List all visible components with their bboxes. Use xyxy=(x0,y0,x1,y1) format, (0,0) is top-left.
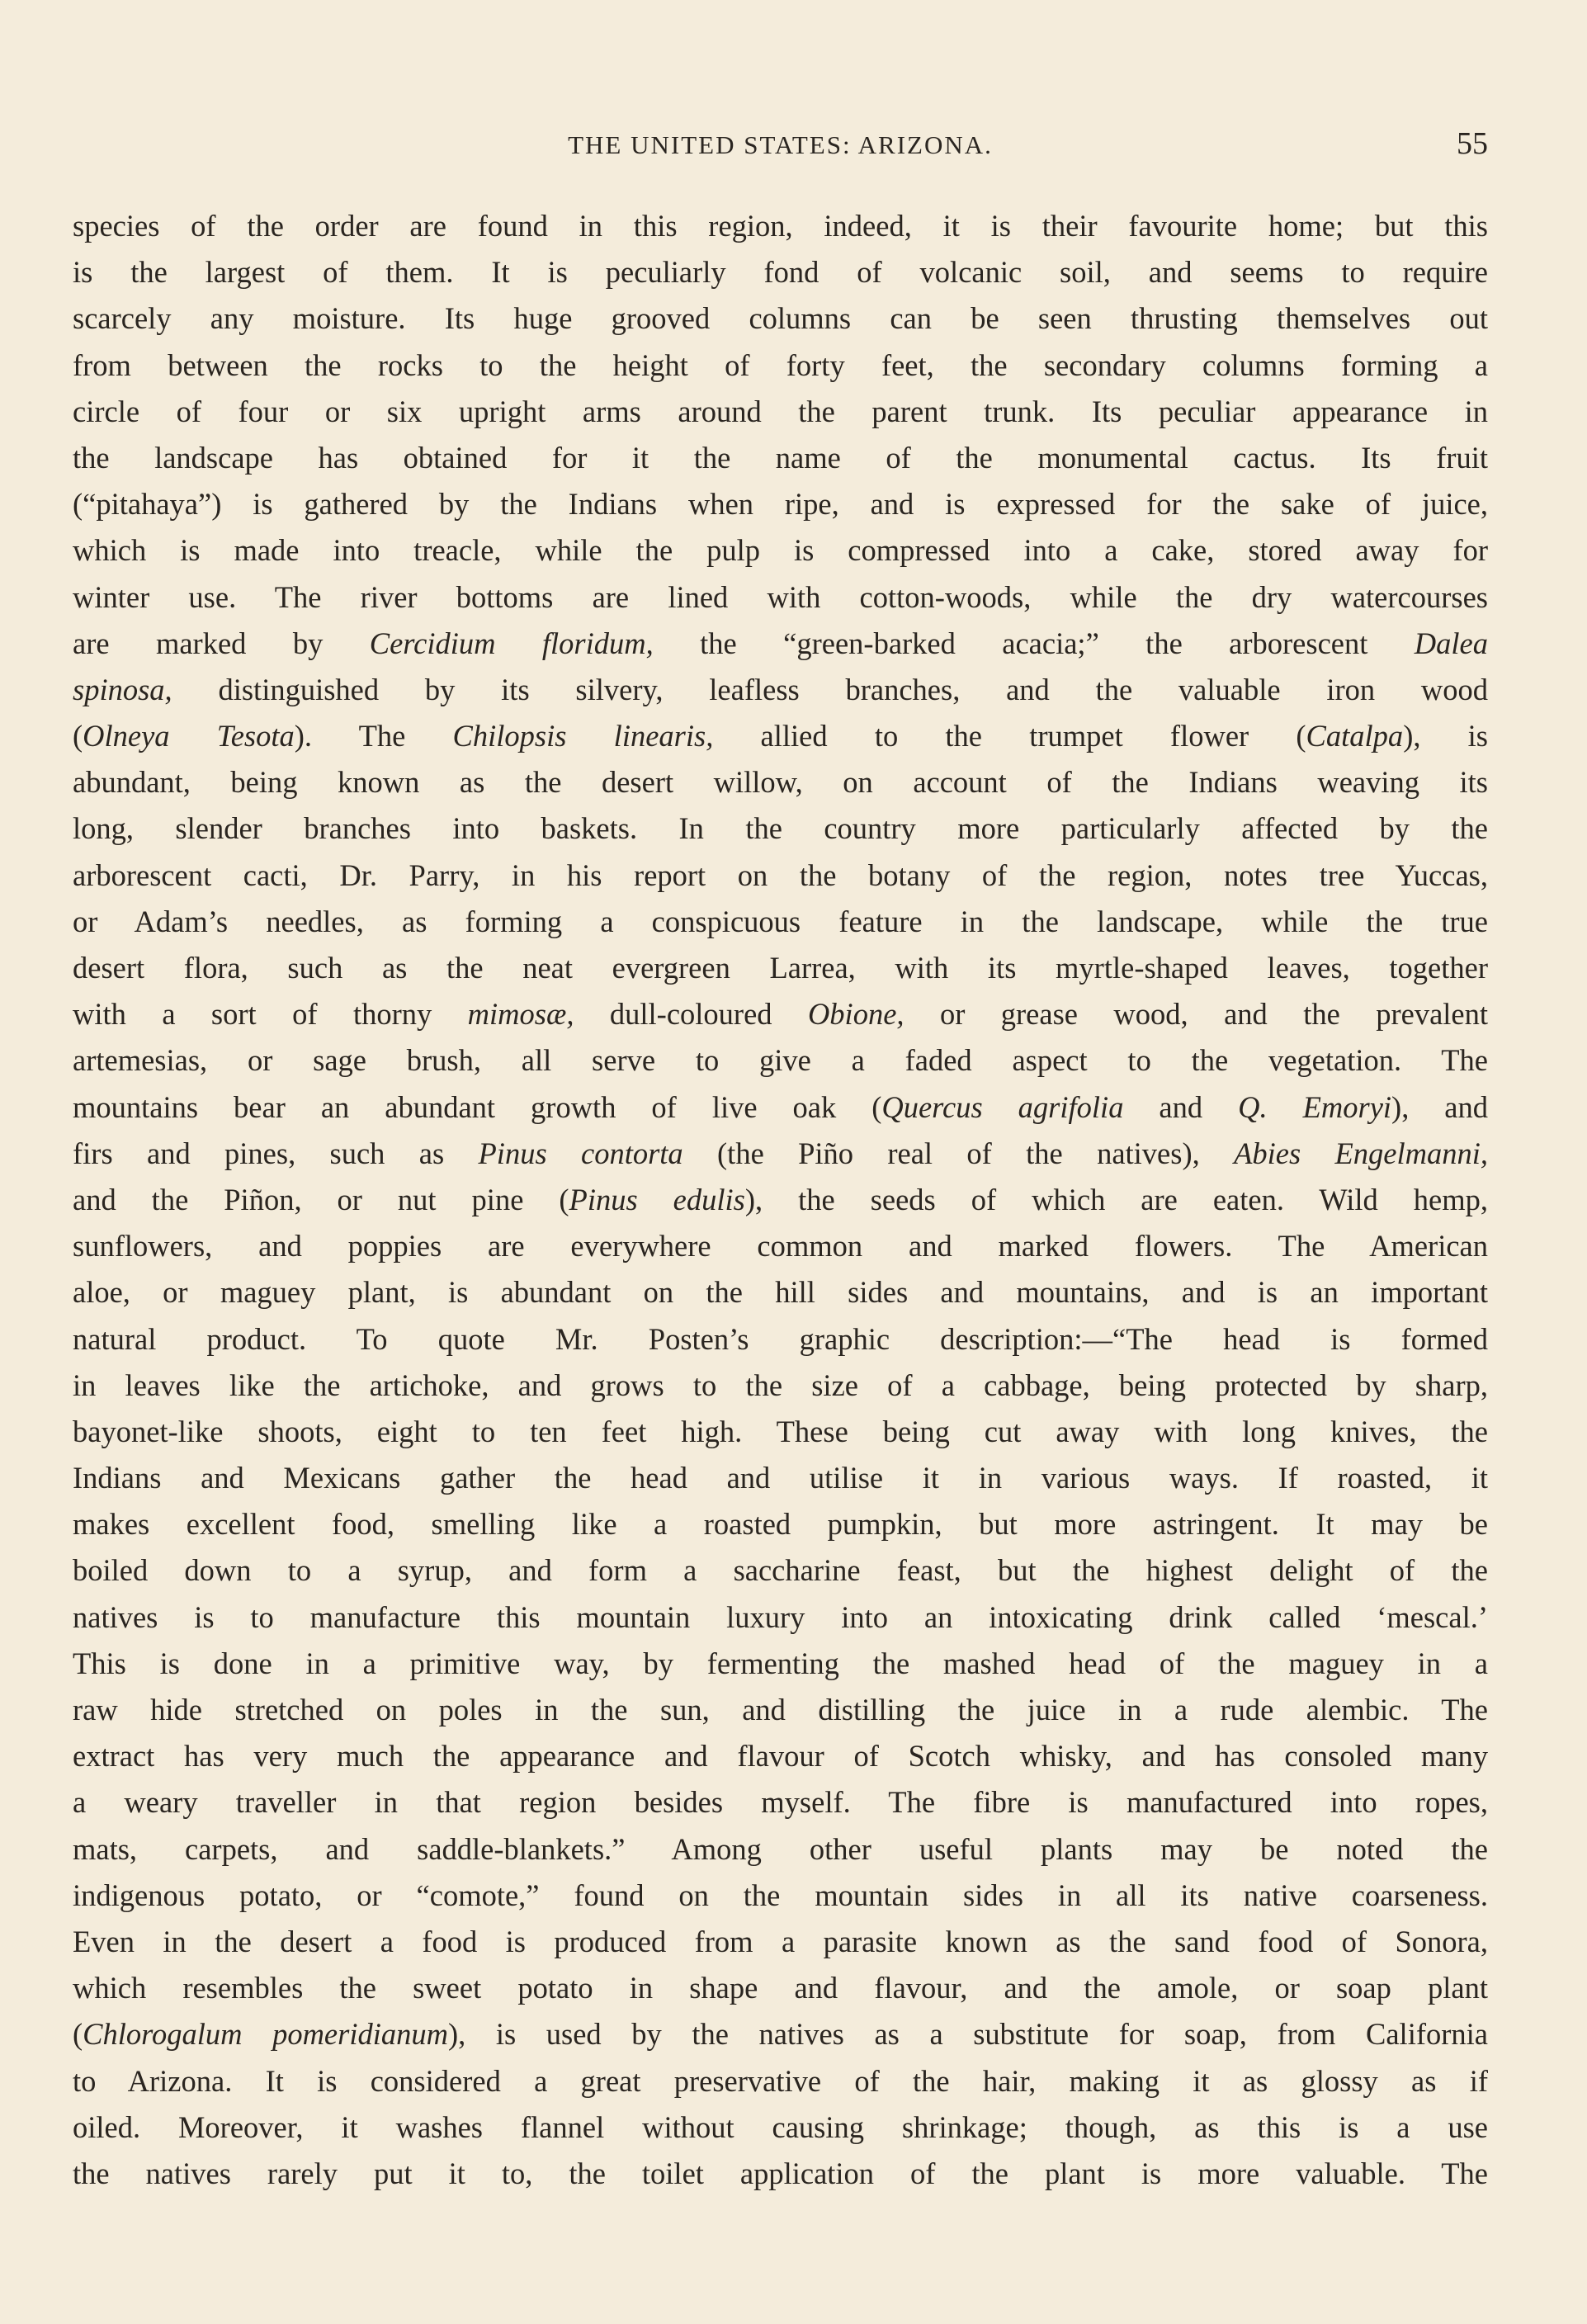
text-run: the landscape has obtained for it the name of the monumental cactus. Its fruit xyxy=(73,440,1488,475)
text-line xyxy=(73,805,1488,852)
text-run: distinguished by its silvery, leafless branches, and the valuable iron wood xyxy=(172,672,1488,706)
italic-text-run: spinosa, xyxy=(73,672,172,706)
text-line xyxy=(73,2151,1488,2197)
text-line xyxy=(73,1965,1488,2011)
text-line xyxy=(73,1316,1488,1363)
text-run: ). The xyxy=(294,719,453,753)
body-text xyxy=(73,203,1488,2197)
italic-text-run: Obione, xyxy=(807,997,904,1032)
italic-text-run: Abies Engelmanni, xyxy=(1234,1136,1488,1170)
text-run: abundant, being known as the desert willow, on account of the Indians weaving its xyxy=(73,765,1488,800)
text-run: natural product. To quote Mr. Posten’s graphic description:—“The head is formed xyxy=(73,1321,1488,1356)
text-run: species of the order are found in this region, indeed, it is their favourite home; but this xyxy=(73,209,1488,243)
text-run: ), is used by the natives as a substitute for soap, from California xyxy=(447,2017,1488,2052)
text-line xyxy=(73,899,1488,945)
text-run: are marked by xyxy=(73,626,370,660)
text-run: arborescent cacti, Dr. Parry, in his report on the botany of the region, notes tree Yuccas, xyxy=(73,857,1488,892)
text-run: dull-coloured xyxy=(574,997,808,1032)
italic-text-run: Cercidium floridum, xyxy=(369,626,654,660)
page-number: 55 xyxy=(1457,126,1488,161)
text-run: ), is xyxy=(1403,719,1488,753)
text-run: Even in the desert a food is produced from a parasite known as the sand food of Sonora, xyxy=(73,1924,1488,1958)
text-run: indigenous potato, or “comote,” found on the mountain sides in all its native coarseness. xyxy=(73,1878,1488,1912)
text-run: (the Piño real of the natives), xyxy=(683,1136,1235,1170)
text-line xyxy=(73,991,1488,1037)
text-run: with a sort of thorny xyxy=(73,997,468,1032)
text-run: winter use. The river bottoms are lined with cotton-woods, while the dry watercourses xyxy=(73,579,1488,614)
text-line xyxy=(73,1409,1488,1455)
text-run: firs and pines, such as xyxy=(73,1136,479,1170)
text-run: is the largest of them. It is peculiarly fond of volcanic soil, and seems to require xyxy=(73,255,1488,290)
text-run: ( xyxy=(73,719,83,753)
text-run: This is done in a primitive way, by fermenting the mashed head of the maguey in a xyxy=(73,1646,1488,1680)
text-line xyxy=(73,249,1488,295)
text-line xyxy=(73,1501,1488,1547)
text-run: the natives rarely put it to, the toilet application of the plant is more valuable. The xyxy=(73,2156,1488,2190)
text-line xyxy=(73,1873,1488,1919)
text-run: and the Piñon, or nut pine ( xyxy=(73,1182,569,1216)
text-run: or grease wood, and the prevalent xyxy=(904,997,1488,1032)
text-run: the “green-barked acacia;” the arborescent xyxy=(653,626,1415,660)
text-run: Indians and Mexicans gather the head and utilise it in various ways. If roasted, it xyxy=(73,1461,1488,1495)
text-run: natives is to manufacture this mountain luxury into an intoxicating drink called ‘mescal.’ xyxy=(73,1599,1488,1634)
text-run: ), the seeds of which are eaten. Wild hemp, xyxy=(744,1182,1488,1216)
text-line xyxy=(73,1131,1488,1177)
text-line xyxy=(73,1641,1488,1687)
text-run: or Adam’s needles, as forming a conspicuous feature in the landscape, while the true xyxy=(73,904,1488,938)
text-line xyxy=(73,1594,1488,1641)
text-line xyxy=(73,1177,1488,1223)
italic-text-run: Quercus agrifolia xyxy=(881,1089,1124,1124)
text-line xyxy=(73,1779,1488,1826)
text-line xyxy=(73,759,1488,805)
text-run: sunflowers, and poppies are everywhere common and marked flowers. The American xyxy=(73,1229,1488,1264)
text-line xyxy=(73,527,1488,574)
text-run: boiled down to a syrup, and form a saccharine feast, but the highest delight of the xyxy=(73,1553,1488,1588)
text-run: which is made into treacle, while the pulp is compressed into a cake, stored away for xyxy=(73,533,1488,568)
text-line xyxy=(73,1687,1488,1733)
text-run: mats, carpets, and saddle-blankets.” Among other useful plants may be noted the xyxy=(73,1831,1488,1866)
italic-text-run: Q. Emoryi xyxy=(1238,1089,1392,1124)
text-run: raw hide stretched on poles in the sun, and distilling the juice in a rude alembic. The xyxy=(73,1693,1488,1726)
running-head: THE UNITED STATES: ARIZONA. xyxy=(568,130,993,159)
text-line xyxy=(73,295,1488,342)
text-line xyxy=(73,2104,1488,2151)
text-line xyxy=(73,2011,1488,2057)
text-line xyxy=(73,1547,1488,1594)
text-run: and xyxy=(1123,1089,1239,1124)
text-run: aloe, or maguey plant, is abundant on the hill sides and mountains, and is an important xyxy=(73,1275,1488,1310)
text-line xyxy=(73,1826,1488,1873)
text-run: circle of four or six upright arms around the parent trunk. Its peculiar appearance in xyxy=(73,394,1488,428)
text-run: ( xyxy=(73,2017,83,2052)
page-header xyxy=(73,125,1488,167)
text-run: from between the rocks to the height of forty feet, the secondary columns forming a xyxy=(73,347,1488,382)
italic-text-run: Chlorogalum pomeridianum xyxy=(83,2017,448,2052)
text-run: long, slender branches into baskets. In the country more particularly affected by the xyxy=(73,811,1488,846)
text-line xyxy=(73,481,1488,527)
text-line xyxy=(73,2058,1488,2104)
text-line xyxy=(73,1363,1488,1409)
text-run: allied to the trumpet flower ( xyxy=(713,719,1306,753)
text-line xyxy=(73,945,1488,991)
text-line xyxy=(73,1037,1488,1084)
text-run: mountains bear an abundant growth of live oak ( xyxy=(73,1089,882,1124)
text-line xyxy=(73,203,1488,249)
text-line xyxy=(73,1733,1488,1779)
text-run: makes excellent food, smelling like a roasted pumpkin, but more astringent. It may be xyxy=(73,1507,1488,1542)
text-run: ), and xyxy=(1391,1089,1488,1124)
italic-text-run: Chilopsis linearis, xyxy=(452,719,714,753)
text-line xyxy=(73,435,1488,481)
text-run: oiled. Moreover, it washes flannel without causing shrinkage; though, as this is a use xyxy=(73,2109,1488,2144)
text-line xyxy=(73,853,1488,899)
text-run: artemesias, or sage brush, all serve to give a faded aspect to the vegetation. The xyxy=(73,1043,1488,1078)
italic-text-run: Dalea xyxy=(1414,626,1488,660)
text-line xyxy=(73,574,1488,621)
text-line xyxy=(73,1455,1488,1501)
text-line xyxy=(73,342,1488,389)
text-run: (“pitahaya”) is gathered by the Indians when ripe, and is expressed for the sake of juice, xyxy=(73,487,1488,522)
text-line xyxy=(73,1269,1488,1316)
italic-text-run: Pinus edulis xyxy=(569,1182,745,1216)
italic-text-run: Pinus contorta xyxy=(478,1136,683,1170)
italic-text-run: Catalpa xyxy=(1306,719,1404,753)
italic-text-run: mimosæ, xyxy=(467,997,574,1032)
text-run: bayonet-like shoots, eight to ten feet high. These being cut away with long knives, the xyxy=(73,1414,1488,1448)
text-run: extract has very much the appearance and flavour of Scotch whisky, and has consoled many xyxy=(73,1739,1488,1774)
text-line xyxy=(73,389,1488,435)
text-run: which resembles the sweet potato in shape and flavour, and the amole, or soap plant xyxy=(73,1971,1488,2005)
text-run: in leaves like the artichoke, and grows to the size of a cabbage, being protected by sharp, xyxy=(73,1367,1488,1402)
text-run: desert flora, such as the neat evergreen Larrea, with its myrtle-shaped leaves, together xyxy=(73,951,1488,985)
text-line xyxy=(73,667,1488,713)
text-run: a weary traveller in that region besides myself. The fibre is manufactured into ropes, xyxy=(73,1785,1488,1820)
text-line xyxy=(73,1223,1488,1269)
italic-text-run: Olneya Tesota xyxy=(83,719,295,753)
text-line xyxy=(73,1919,1488,1965)
text-line xyxy=(73,621,1488,667)
text-run: to Arizona. It is considered a great preservative of the hair, making it as glossy as if xyxy=(73,2063,1488,2098)
text-line xyxy=(73,1084,1488,1131)
text-run: scarcely any moisture. Its huge grooved columns can be seen thrusting themselves out xyxy=(73,301,1488,336)
text-line xyxy=(73,713,1488,759)
